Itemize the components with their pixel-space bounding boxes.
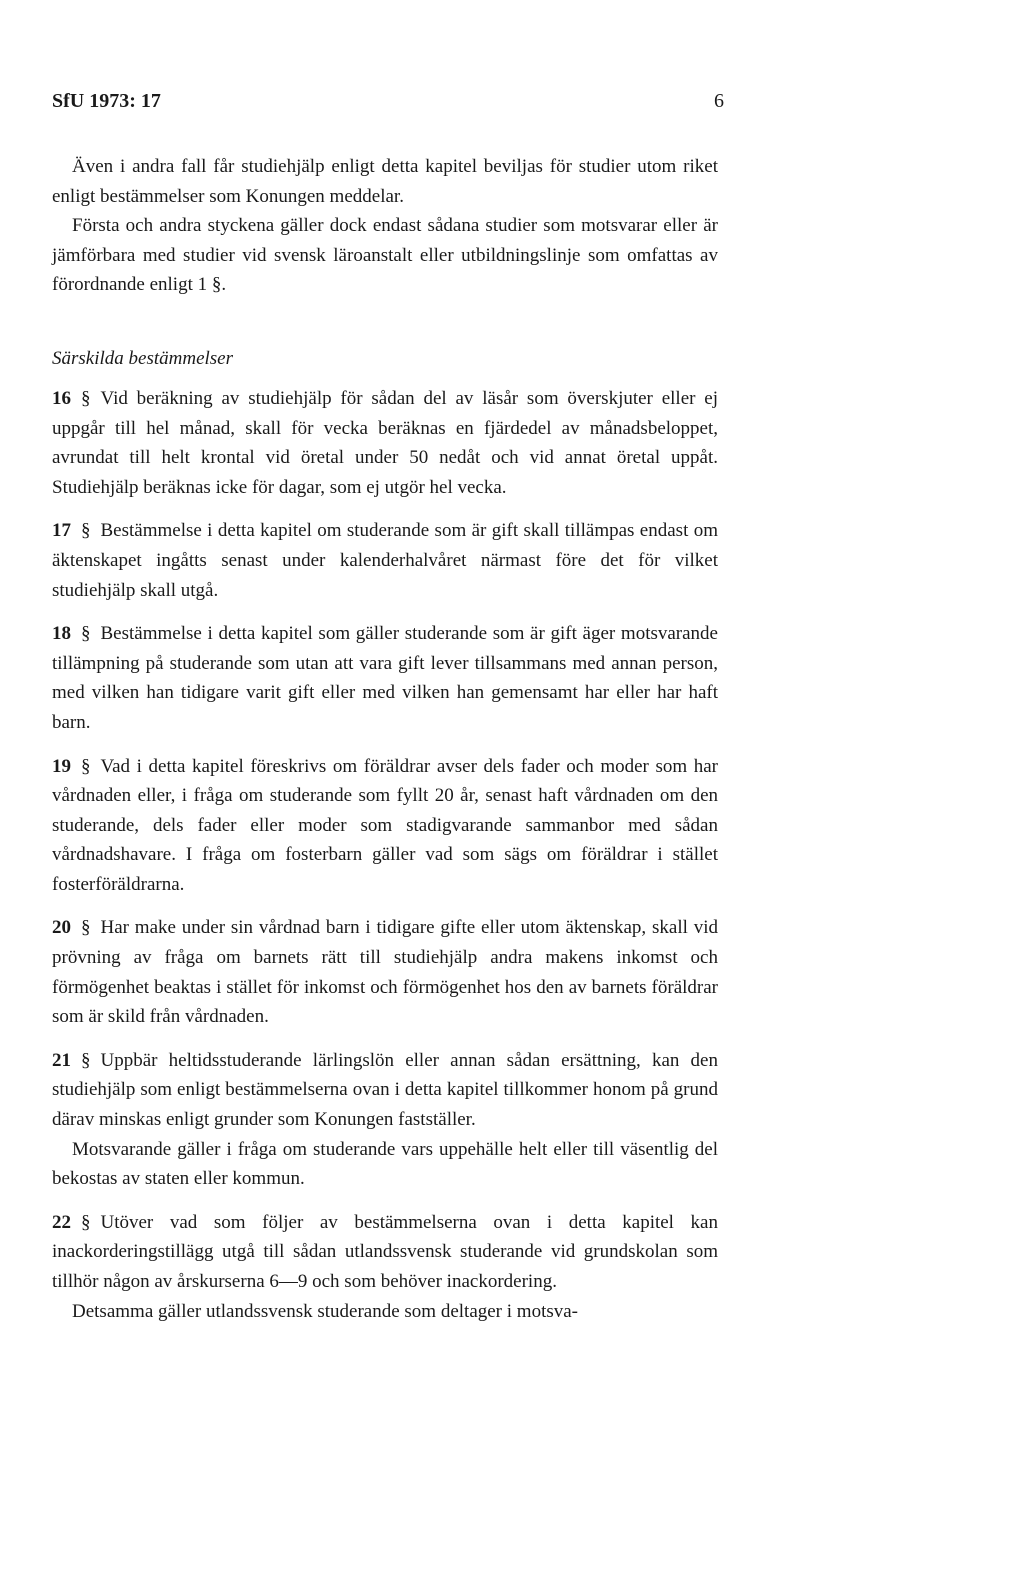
page-number: 6 [714, 90, 724, 112]
section-number: 20 [52, 917, 71, 939]
intro-paragraph-1: Även i andra fall får studiehjälp enligt detta kapitel beviljas för studier utom riket enligt bestämmelser som Konungen meddelar. [52, 156, 718, 207]
document-page [52, 86, 724, 1326]
section-subheading: Särskilda bestämmelser [52, 347, 234, 369]
section-sign: § [81, 755, 91, 777]
section-number: 16 [52, 387, 71, 409]
section-sign: § [81, 623, 91, 645]
section-text: Bestämmelse i detta kapitel om studerande som är gift skall tillämpas endast om äktenskapet ingåtts senast under kalenderhalvåret närmast före det för vilket studiehjälp skall utgå. [52, 520, 718, 601]
intro-text [52, 152, 718, 300]
section-20 [52, 913, 718, 1031]
section-number: 17 [52, 520, 71, 542]
section-21 [52, 1046, 718, 1194]
intro-paragraph-2: Första och andra styckena gäller dock endast sådana studier som motsvarar eller är jämförbara med studier vid svensk läroanstalt eller utbildningslinje som omfattas av förordnande enligt 1 §. [52, 215, 718, 296]
section-number: 22 [52, 1211, 71, 1233]
section-text: Vid beräkning av studiehjälp för sådan del av läsår som överskjuter eller ej uppgår till hel månad, skall för vecka beräknas en fjärdedel av månadsbeloppet, avrundat till helt krontal vid öretal under 50 nedåt och vid annat öretal uppåt. Studiehjälp beräknas icke för dagar, som ej utgör hel vecka. [52, 387, 718, 498]
section-17 [52, 516, 718, 605]
section-sign: § [81, 917, 91, 939]
section-sign: § [81, 520, 91, 542]
section-19 [52, 752, 718, 900]
section-18 [52, 619, 718, 737]
section-text: Bestämmelse i detta kapitel som gäller studerande som är gift äger motsvarande tillämpning på studerande som utan att vara gift lever tillsammans med annan person, med vilken han tidigare varit gift eller med vilken han gemensamt har eller har haft barn. [52, 623, 718, 733]
section-continuation: Detsamma gäller utlandssvensk studerande som deltager i motsva- [72, 1300, 579, 1322]
section-sign: § [81, 387, 91, 409]
section-text: Vad i detta kapitel föreskrivs om föräldrar avser dels fader och moder som har vårdnaden eller, i fråga om studerande som fyllt 20 år, senast haft vårdnaden om den studerande, dels fader eller moder som stadigvarande sammanbor med sådan vårdnadshavare. I fråga om fosterbarn gäller vad som sägs om föräldrar i stället fosterföräldrarna. [52, 755, 718, 895]
section-22 [52, 1208, 718, 1326]
section-text: Uppbär heltidsstuderande lärlingslön eller annan sådan ersättning, kan den studiehjälp som enligt bestämmelserna ovan i detta kapitel tillkommer honom på grund därav minskas enligt grunder som Konungen fastställer. [52, 1049, 718, 1131]
section-number: 19 [52, 755, 71, 777]
section-sign: § [81, 1211, 91, 1233]
section-text: Utöver vad som följer av bestämmelserna ovan i detta kapitel kan inackorderingstillägg utgå till sådan utlandssvensk studerande vid grundskolan som tillhör någon av årskurserna 6—9 och som behöver inackordering. [52, 1211, 718, 1292]
section-number: 21 [52, 1049, 71, 1071]
page-header [52, 86, 724, 116]
section-number: 18 [52, 623, 71, 645]
document-reference: SfU 1973: 17 [52, 90, 161, 112]
section-16 [52, 384, 718, 502]
section-sign: § [81, 1049, 91, 1071]
section-continuation: Motsvarande gäller i fråga om studerande vars uppehälle helt eller till väsentlig del bekostas av staten eller kommun. [52, 1138, 718, 1190]
section-text: Har make under sin vårdnad barn i tidigare gifte eller utom äktenskap, skall vid prövning av fråga om barnets rätt till studiehjälp andra makens inkomst och förmögenhet beaktas i stället för inkomst och förmögenhet hos den av barnets föräldrar som är skild från vårdnaden. [52, 917, 718, 1028]
